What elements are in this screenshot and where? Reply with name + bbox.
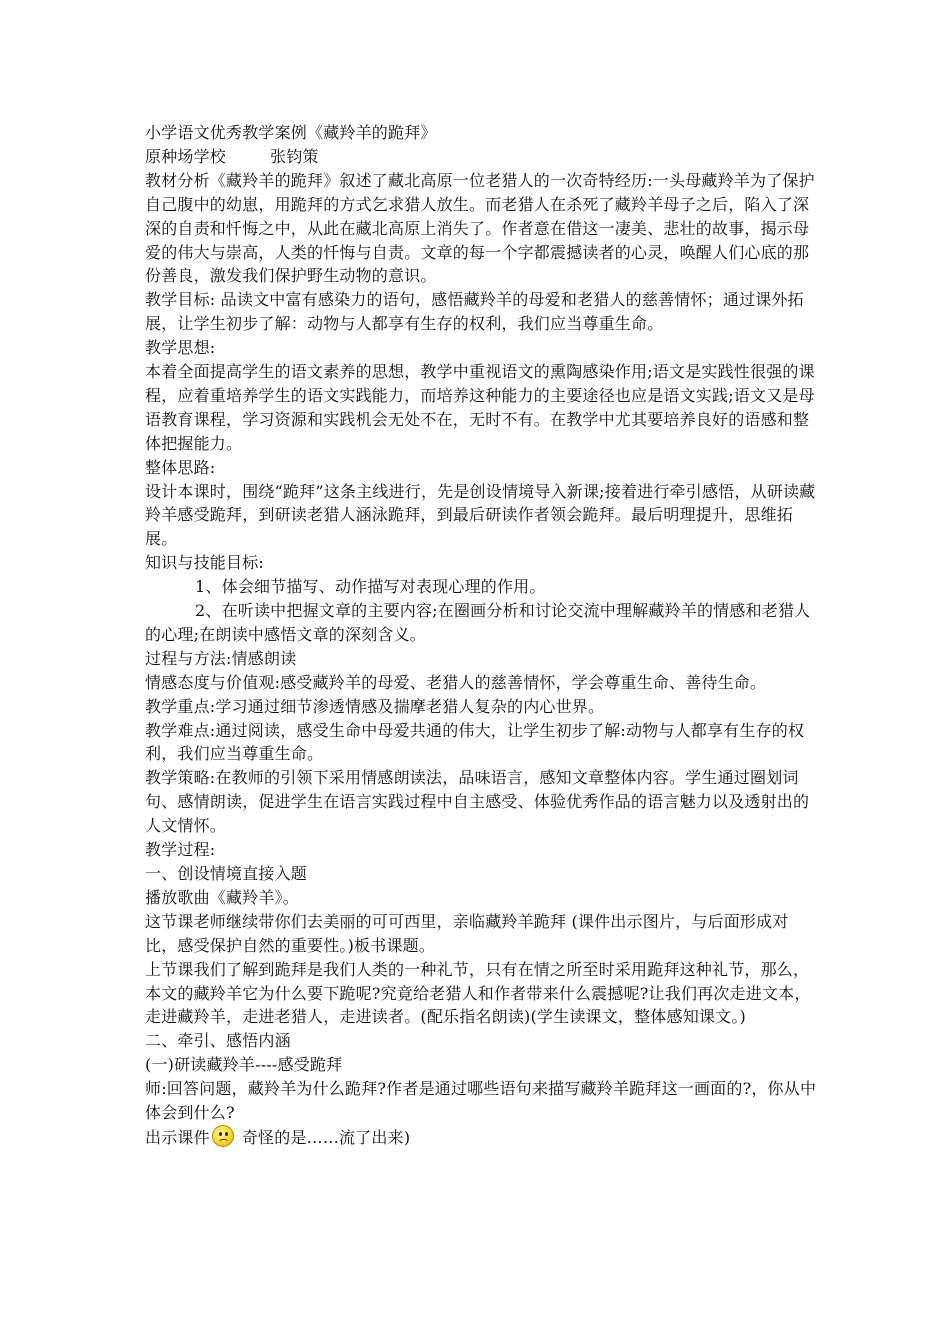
school-author-line [145,145,817,169]
skill-heading: 知识与技能目标: [145,553,264,573]
thought-heading: 教学思想: [145,338,216,358]
teaching-thought: 本着全面提高学生的语文素养的思想，教学中重视语文的熏陶感染作用;语文是实践性很强的课程，应着重培养学生的语文实践能力，而培养这种能力的主要途径也应是语文实践;语文又是母语教育课程，学习资源和实践机会无处不在，无时不有。在教学中尤其要培养良好的语感和整体把握能力。 [145,362,815,453]
school-name: 原种场学校 [145,146,227,166]
overall-heading: 整体思路: [145,457,216,477]
step2-heading: 二、牵引、感悟内涵 [145,1031,291,1051]
document-title: 小学语文优秀教学案例《藏羚羊的跪拜》 [145,123,437,142]
document-page [145,121,817,1149]
courseware-line [145,1125,817,1149]
step2-subheading: (一)研读藏羚羊----感受跪拜 [145,1055,343,1075]
skill-item-2: 2、在听读中把握文章的主要内容;在圈画分析和讨论交流中理解藏羚羊的情感和老猎人的心理;在朗读中感悟文章的深刻含义。 [145,601,811,644]
author-name: 张钧策 [270,146,319,166]
key-point: 教学重点:学习通过细节渗透情感及揣摩老猎人复杂的内心世界。 [145,696,605,716]
step1-heading: 一、创设情境直接入题 [145,864,308,883]
courseware-prefix: 出示课件 [145,1127,210,1147]
procedure-heading: 教学过程: [145,840,216,860]
step1-intro: 这节课老师继续带你们去美丽的可可西里，亲临藏羚羊跪拜 (课件出示图片，与后面形成对比，感受保护自然的重要性。)板书课题。 [145,911,789,955]
teaching-goal: 教学目标: 品读文中富有感染力的语句，感悟藏羚羊的母爱和老猎人的慈善情怀；通过课外拓展，让学生初步了解：动物与人都享有生存的权利，我们应当尊重生命。 [145,290,804,334]
overall-idea: 设计本课时，围绕“跪拜”这条主线进行，先是创设情境导入新课;接着进行牵引感悟，从研读藏羚羊感受跪拜，到研读老猎人涵泳跪拜，到最后研读作者领会跪拜。最后明理提升，思维拓展。 [145,481,816,549]
step1-song: 播放歌曲《藏羚羊》。 [145,887,300,907]
confused-face-icon [212,1125,234,1147]
teaching-strategy: 教学策略:在教师的引领下采用情感朗读法，品味语言，感知文章整体内容。学生通过圈划词句、感情朗读，促进学生在语言实践过程中自主感受、体验优秀作品的语言魅力以及透射出的人文情怀。 [145,768,810,836]
step1-review: 上节课我们了解到跪拜是我们人类的一种礼节，只有在情之所至时采用跪拜这种礼节，那么，本文的藏羚羊它为什么要下跪呢?究竟给老猎人和作者带来什么震撼呢?让我们再次走进文本，走进藏羚羊，走进老猎人，走进读者。(配乐指名朗读)(学生读课文，整体感知课文。) [145,959,811,1027]
material-analysis: 教材分析《藏羚羊的跪拜》叙述了藏北高原一位老猎人的一次奇特经历:一头母藏羚羊为了保护自己腹中的幼崽，用跪拜的方式乞求猎人放生。而老猎人在杀死了藏羚羊母子之后，陷入了深深的自责和忏悔之中，从此在藏北高原上消失了。作者意在借这一凄美、悲壮的故事，揭示母爱的伟大与崇高，人类的忏悔与自责。文章的每一个字都震撼读者的心灵，唤醒人们心底的那份善良，激发我们保护野生动物的意识。 [145,170,815,286]
process-method: 过程与方法:情感朗读 [145,648,297,668]
attitude-values: 情感态度与价值观:感受藏羚羊的母爱、老猎人的慈善情怀，学会尊重生命、善待生命。 [145,672,767,692]
skill-item-1: 1、体会细节描写、动作描写对表现心理的作用。 [195,577,546,597]
step2-question: 师:回答问题，藏羚羊为什么跪拜?作者是通过哪些语句来描写藏羚羊跪拜这一画面的?，你从中体会到什么? [145,1079,817,1123]
courseware-suffix: 奇怪的是……流了出来) [241,1127,411,1147]
difficulty: 教学难点:通过阅读，感受生命中母爱共通的伟大，让学生初步了解:动物与人都享有生存的权利，我们应当尊重生命。 [145,720,805,764]
